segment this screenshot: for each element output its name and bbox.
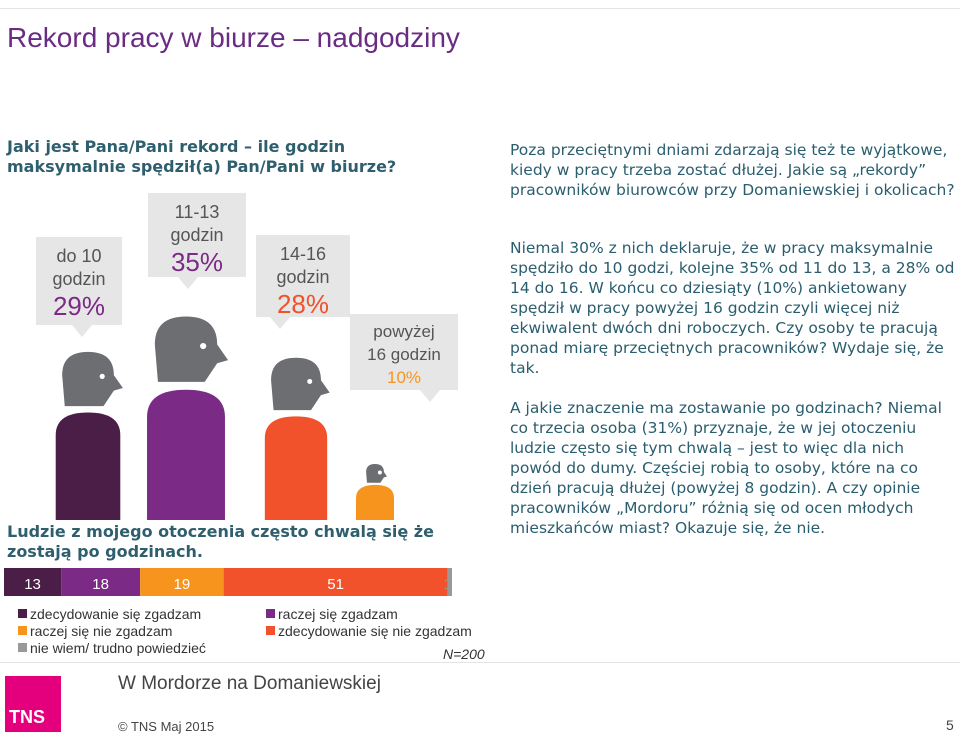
value-label: 28% — [276, 289, 330, 319]
value-label: 35% — [170, 247, 224, 277]
tns-logo — [5, 676, 61, 732]
stacked-bar-chart — [0, 568, 470, 600]
legend-item-strongly-agree — [18, 606, 201, 622]
legend-item-rather-disagree — [18, 623, 172, 639]
legend-label: zdecydowanie się nie zgadzam — [278, 623, 472, 639]
category-label: godzin — [170, 225, 224, 245]
person-head — [366, 464, 387, 483]
stack-value-label: 1 — [443, 576, 452, 593]
person-body-bar — [265, 416, 327, 520]
bottom-divider — [0, 662, 960, 663]
category-label: godzin — [52, 269, 106, 289]
person-eye — [100, 374, 105, 379]
person-body-bar — [147, 390, 225, 520]
logo-text: TNS — [9, 707, 45, 727]
category-label: godzin — [276, 267, 330, 287]
stack-value-label: 19 — [173, 576, 191, 593]
figures-group — [56, 316, 394, 520]
question-record-hours: Jaki jest Pana/Pani rekord – ile godzin maksymalnie spędził(a) Pan/Pani w biurze? — [7, 137, 397, 176]
category-label: do 10 — [56, 246, 102, 266]
legend-label: raczej się zgadzam — [278, 606, 398, 622]
person-eye — [378, 470, 382, 474]
paragraph-bragging: A jakie znaczenie ma zostawanie po godzinach? Niemal co trzecia osoba (31%) przyznaje, że w jej otoczeniu ludzie często się tym chwalą – jest to więc dla nich powód do dumy. Częściej robią to osoby, które na co dzień pracują dłużej (powyżej 8 godzin). A czy opinie pracowników „Mordoru” różnią się od ocen młodych mieszkańców miast? Okazuje się, że nie. — [510, 399, 942, 537]
location-caption: W Mordorze na Domaniewskiej — [118, 673, 381, 694]
legend-item-strongly-disagree — [266, 623, 472, 639]
person-body-bar — [56, 413, 121, 520]
category-label: 14-16 — [279, 244, 327, 264]
stack-value-label: 13 — [24, 576, 41, 593]
person-head — [155, 316, 228, 381]
legend-item-dont-know — [18, 640, 206, 656]
person-head — [62, 352, 123, 406]
category-label: 11-13 — [174, 202, 220, 222]
copyright: © TNS Maj 2015 — [118, 719, 215, 734]
person-figure-chart — [0, 0, 500, 520]
paragraph-results: Niemal 30% z nich deklaruje, że w pracy maksymalnie spędziło do 10 godzi, kolejne 35% od 11 do 13, a 28% od 14 do 16. W końcu co dziesiąty (10%) ankietowany spędził w pracy powyżej 16 godzin czyli więcej niż ekwiwalent dwóch dni roboczych. Czy osoby te pracują ponad miarę przeciętnych pracowników? Wydaje się, że tak. — [510, 239, 955, 377]
page-number: 5 — [946, 717, 954, 733]
value-label: 29% — [52, 291, 106, 321]
legend-item-rather-agree — [266, 606, 398, 622]
sample-size: N=200 — [443, 646, 485, 662]
category-label: 16 godzin — [367, 345, 441, 364]
person-eye — [200, 343, 206, 349]
person-body-bar — [356, 485, 394, 520]
legend-label: raczej się nie zgadzam — [30, 623, 173, 639]
stack-value-label: 51 — [327, 576, 344, 593]
page-title: Rekord pracy w biurze – nadgodziny — [7, 22, 460, 53]
question-bragging: Ludzie z mojego otoczenia często chwalą się że zostają po godzinach. — [7, 522, 434, 561]
legend-swatch — [266, 626, 275, 635]
person-eye — [307, 379, 312, 384]
value-label: 10% — [386, 368, 422, 387]
paragraph-intro: Poza przeciętnymi dniami zdarzają się też te wyjątkowe, kiedy w pracy trzeba zostać dłużej. Jakie są „rekordy” pracowników biurowców przy Domaniewskiej i okolicach? — [510, 141, 955, 199]
legend-label: zdecydowanie się zgadzam — [30, 606, 202, 622]
legend-swatch — [18, 643, 27, 652]
legend-swatch — [266, 609, 275, 618]
stack-group — [4, 568, 452, 596]
category-label: powyżej — [373, 322, 435, 341]
stack-value-label: 18 — [92, 576, 109, 593]
legend-label: nie wiem/ trudno powiedzieć — [30, 640, 206, 656]
person-head — [271, 358, 330, 410]
legend-swatch — [18, 609, 27, 618]
legend-swatch — [18, 626, 27, 635]
